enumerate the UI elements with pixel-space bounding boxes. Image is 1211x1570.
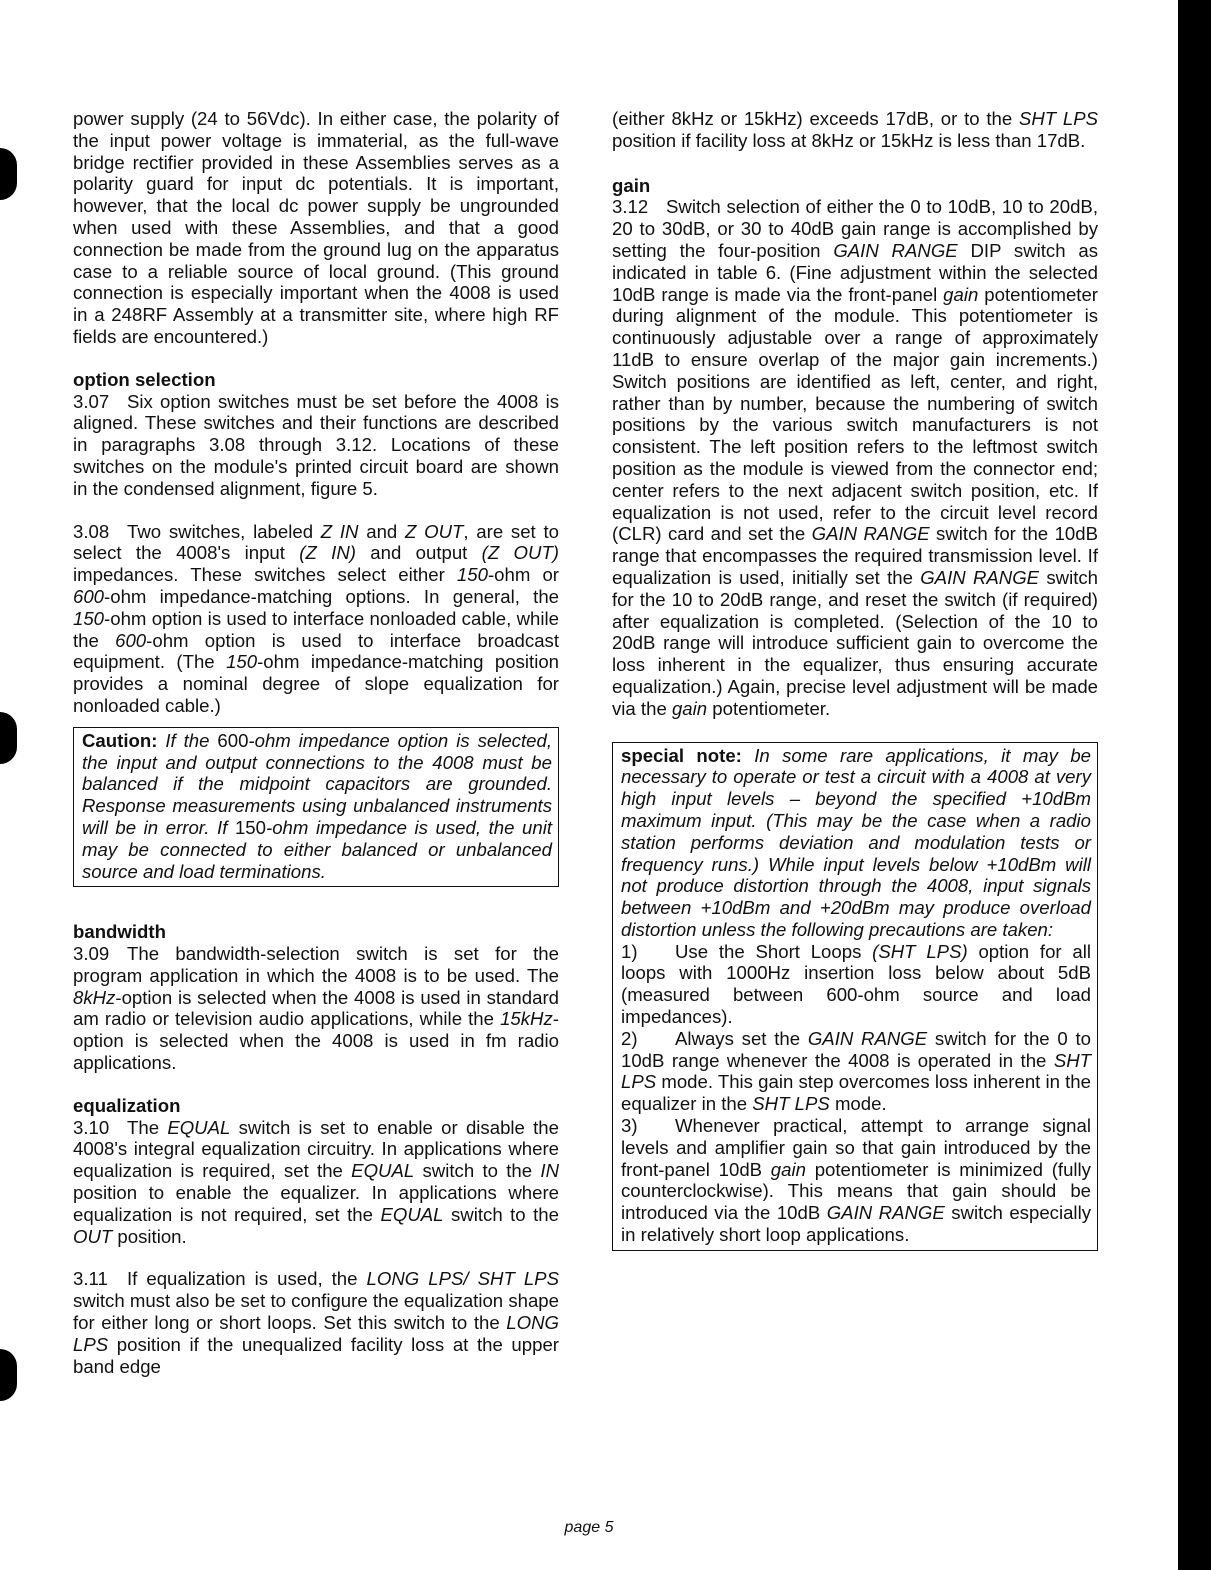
- paragraph-3-08: 3.08 Two switches, labeled Z IN and Z OUT, are set to select the 4008's input (Z IN) and output (Z OUT) impedances. These switches select either 150-ohm or 600-ohm impedance-matching options. In general, the 150-ohm option is used to interface nonloaded cable, while the 600-ohm option is used to interface broadcast equipment. (The 150-ohm impedance-matching position provides a nominal degree of slope equalization for nonloaded cable.): [73, 520, 560, 716]
- special-note-box: [612, 742, 1098, 1251]
- paragraph-3-07: 3.07 Six option switches must be set before the 4008 is aligned. These switches and their functions are described in paragraphs 3.08 through 3.12. Locations of these switches on the module's printed circuit board are shown in the condensed alignment, figure 5.: [73, 390, 559, 499]
- bandwidth-heading: bandwidth: [73, 921, 166, 943]
- special-note-text: special note: In some rare applications, it may be necessary to operate or test a circuit with a 4008 at very high input levels – beyond the specified +10dBm maximum input. (This may be the case when a radio station performs deviation and modulation tests or frequency runs.) While input levels below +10dBm will not produce distortion through the 4008, input signals between +10dBm and +20dBm may produce overload distortion unless the following precautions are taken:: [621, 744, 1091, 940]
- paragraph-3-09: 3.09 The bandwidth-selection switch is set for the program application in which the 4008 is to be used. The 8kHz-option is selected when the 4008 is used in standard am radio or television audio applications, while the 15kHz-option is selected when the 4008 is used in fm radio applications.: [73, 943, 559, 1074]
- caution-text: Caution: If the 600-ohm impedance option is selected, the input and output connections to the 4008 must be balanced if the midpoint capacitors are grounded. Response measurements using unbalanced instruments will be in error. If 150-ohm impedance is used, the unit may be connected to either balanced or unbalanced source and load terminations.: [82, 729, 552, 882]
- caution-box: [73, 727, 559, 888]
- page-number: page 5: [564, 1519, 614, 1536]
- paragraph-3-12: 3.12 Switch selection of either the 0 to 10dB, 10 to 20dB, 20 to 30dB, or 30 to 40dB gain range is accomplished by setting the four-position GAIN RANGE DIP switch as indicated in table 6. (Fine adjustment within the selected 10dB range is made via the front-panel gain potentiometer during alignment of the module. This potentiometer is continuously adjustable over a range of approximately 11dB to ensure overlap of the major gain increments.) Switch positions are identified as left, center, and right, rather than by number, because the numbering of switch positions by the various switch manufacturers is not consistent. The left position refers to the leftmost switch position as the module is viewed from the connector end; center refers to the next adjacent switch position, etc. If equalization is not used, refer to the circuit level record (CLR) card and set the GAIN RANGE switch for the 10dB range that encompasses the required transmission level. If equalization is used, initially set the GAIN RANGE switch for the 10 to 20dB range, and reset the switch (if required) after equalization is completed. (Selection of the 10 to 20dB range will introduce sufficient gain to overcome the loss inherent in the equalizer, thus ensuring accurate equalization.) Again, precise level adjustment will be made via the gain potentiometer.: [612, 196, 1099, 719]
- paragraph-3-10: 3.10 The EQUAL switch is set to enable or disable the 4008's integral equalization circuitry. In applications where equalization is required, set the EQUAL switch to the IN position to enable the equalizer. In applications where equalization is not required, set the EQUAL switch to the OUT position.: [73, 1116, 559, 1247]
- binder-hole-mark: [0, 1349, 17, 1401]
- continuation-paragraph: (either 8kHz or 15kHz) exceeds 17dB, or to the SHT LPS position if facility loss at 8kHz or 15kHz is less than 17dB.: [612, 108, 1098, 151]
- gain-heading: gain: [612, 174, 651, 196]
- paragraph-3-11: 3.11 If equalization is used, the LONG LPS/ SHT LPS switch must also be set to configure the equalization shape for either long or short loops. Set this switch to the LONG LPS position if the unequalized facility loss at the upper band edge: [73, 1268, 559, 1377]
- note-item-1: 1) Use the Short Loops (SHT LPS) option for all loops with 1000Hz insertion loss below about 5dB (measured between 600-ohm source and load impedances).: [621, 940, 1091, 1028]
- binder-hole-mark: [0, 712, 17, 764]
- scan-edge-bar: [1178, 0, 1211, 1570]
- right-column: [612, 108, 1098, 1251]
- page-number-footer: [0, 1519, 1211, 1537]
- note-item-2: 2) Always set the GAIN RANGE switch for the 0 to 10dB range whenever the 4008 is operated in the SHT LPS mode. This gain step overcomes loss inherent in the equalizer in the SHT LPS mode.: [621, 1027, 1092, 1115]
- intro-paragraph: power supply (24 to 56Vdc). In either case, the polarity of the input power voltage is immaterial, as the full-wave bridge rectifier provided in these Assemblies serves as a polarity guard for input dc potentials. It is important, however, that the local dc power supply be ungrounded when used with these Assemblies, and that a good connection be made from the ground lug on the apparatus case to a reliable source of local ground. (This ground connection is especially important when the 4008 is used in a 248RF Assembly at a transmitter site, where high RF fields are encountered.): [73, 108, 559, 347]
- option-selection-heading: option selection: [73, 368, 216, 390]
- note-item-3: 3) Whenever practical, attempt to arrange signal levels and amplifier gain so that gain introduced by the front-panel 10dB gain potentiometer is minimized (fully counterclockwise). This means that gain should be introduced via the 10dB GAIN RANGE switch especially in relatively short loop applications.: [621, 1115, 1091, 1246]
- left-column: [73, 108, 559, 1377]
- binder-hole-mark: [0, 148, 17, 200]
- equalization-heading: equalization: [73, 1094, 181, 1116]
